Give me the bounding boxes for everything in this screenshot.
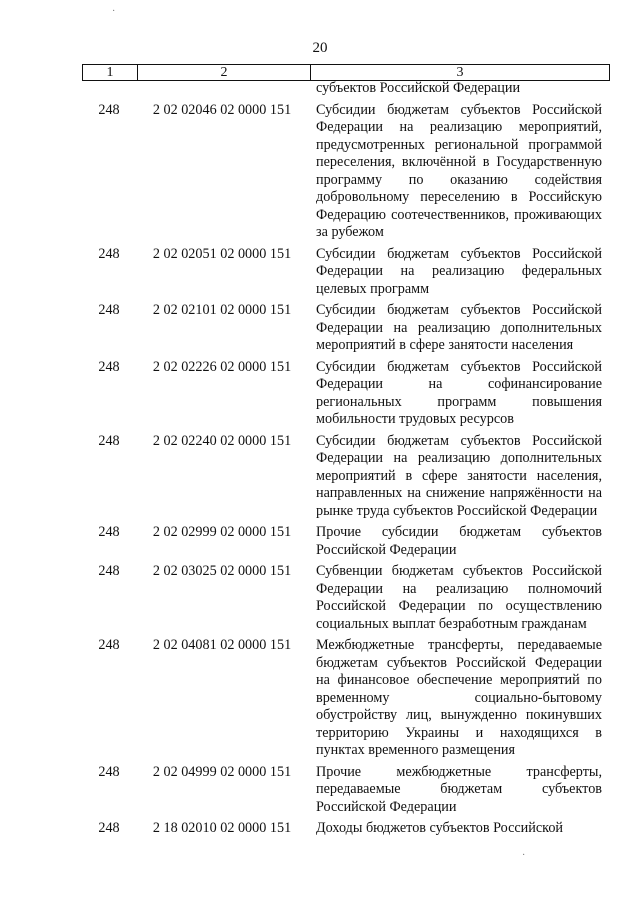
table-row xyxy=(82,246,610,299)
table-row xyxy=(82,433,610,521)
continuation-row xyxy=(82,80,610,98)
admin-code: 248 xyxy=(98,763,120,780)
table-header xyxy=(82,64,610,81)
admin-code: 248 xyxy=(98,358,120,375)
continuation-text: субъектов Российской Федерации xyxy=(316,80,521,96)
row-description: Субвенции бюджетам субъектов Российской Федерации на реализацию полномочий Российской Федерации по осуществлению социальных выплат безработным гражданам xyxy=(316,563,602,632)
table-row xyxy=(82,764,610,817)
table-row xyxy=(82,359,610,429)
budget-code: 2 02 02999 02 0000 151 xyxy=(152,524,292,540)
budget-code: 2 02 02051 02 0000 151 xyxy=(152,245,292,262)
admin-code: 248 xyxy=(98,637,120,653)
row-description: Субсидии бюджетам субъектов Российской Федерации на реализацию федеральных целевых программ xyxy=(316,245,602,297)
table-row xyxy=(82,102,610,242)
admin-code: 248 xyxy=(98,820,120,836)
admin-code: 248 xyxy=(98,101,120,118)
budget-code: 2 02 03025 02 0000 151 xyxy=(152,563,292,579)
table-row xyxy=(82,637,610,760)
table-row xyxy=(82,820,610,838)
admin-code: 248 xyxy=(98,302,120,318)
row-description: Межбюджетные трансферты, передаваемые бюджетам субъектов Российской Федерации на финансовое обеспечение мероприятий по временному социально-бытовому обустройству лиц, вынужденно покинувших территорию Украины и находящихся в пунктах временного размещения xyxy=(316,637,602,758)
scan-speck: · xyxy=(112,6,116,17)
budget-code: 2 02 02226 02 0000 151 xyxy=(152,358,292,375)
header-col-2: 2 xyxy=(138,65,311,80)
admin-code: 248 xyxy=(98,524,120,540)
row-description: Прочие субсидии бюджетам субъектов Российской Федерации xyxy=(316,524,602,558)
scan-speck: · xyxy=(522,850,526,861)
table-row xyxy=(82,302,610,355)
header-col-1: 1 xyxy=(83,65,138,80)
row-description: Субсидии бюджетам субъектов Российской Федерации на реализацию дополнительных мероприятий в сфере занятости населения, направленных на снижение напряжённости на рынке труда субъектов Российской Федерации xyxy=(316,432,602,519)
row-description: Прочие межбюджетные трансферты, передаваемые бюджетам субъектов Российской Федерации xyxy=(316,763,602,815)
table-row xyxy=(82,563,610,633)
budget-code: 2 02 02240 02 0000 151 xyxy=(152,432,292,449)
budget-code: 2 02 02101 02 0000 151 xyxy=(152,302,292,318)
budget-code: 2 02 02046 02 0000 151 xyxy=(152,101,292,118)
row-description: Субсидии бюджетам субъектов Российской Федерации на софинансирование региональных программ повышения мобильности трудовых ресурсов xyxy=(316,358,602,427)
row-description: Субсидии бюджетам субъектов Российской Федерации на реализацию дополнительных мероприятий в сфере занятости населения xyxy=(316,302,602,353)
row-description: Доходы бюджетов субъектов Российской xyxy=(316,820,564,836)
row-description: Субсидии бюджетам субъектов Российской Федерации на реализацию мероприятий, предусмотренных региональной программой переселения, включённой в Государственную программу по оказанию содействия добровольному переселению в Российскую Федерацию соотечественников, проживающих за рубежом xyxy=(316,101,602,240)
header-col-3: 3 xyxy=(456,65,464,80)
budget-code: 2 02 04999 02 0000 151 xyxy=(152,763,292,780)
admin-code: 248 xyxy=(98,563,120,579)
revenue-table xyxy=(82,80,610,838)
admin-code: 248 xyxy=(98,245,120,262)
budget-code: 2 02 04081 02 0000 151 xyxy=(152,637,292,653)
budget-code: 2 18 02010 02 0000 151 xyxy=(152,820,292,836)
table-row xyxy=(82,524,610,559)
page-number: 20 xyxy=(312,40,328,56)
admin-code: 248 xyxy=(98,432,120,449)
